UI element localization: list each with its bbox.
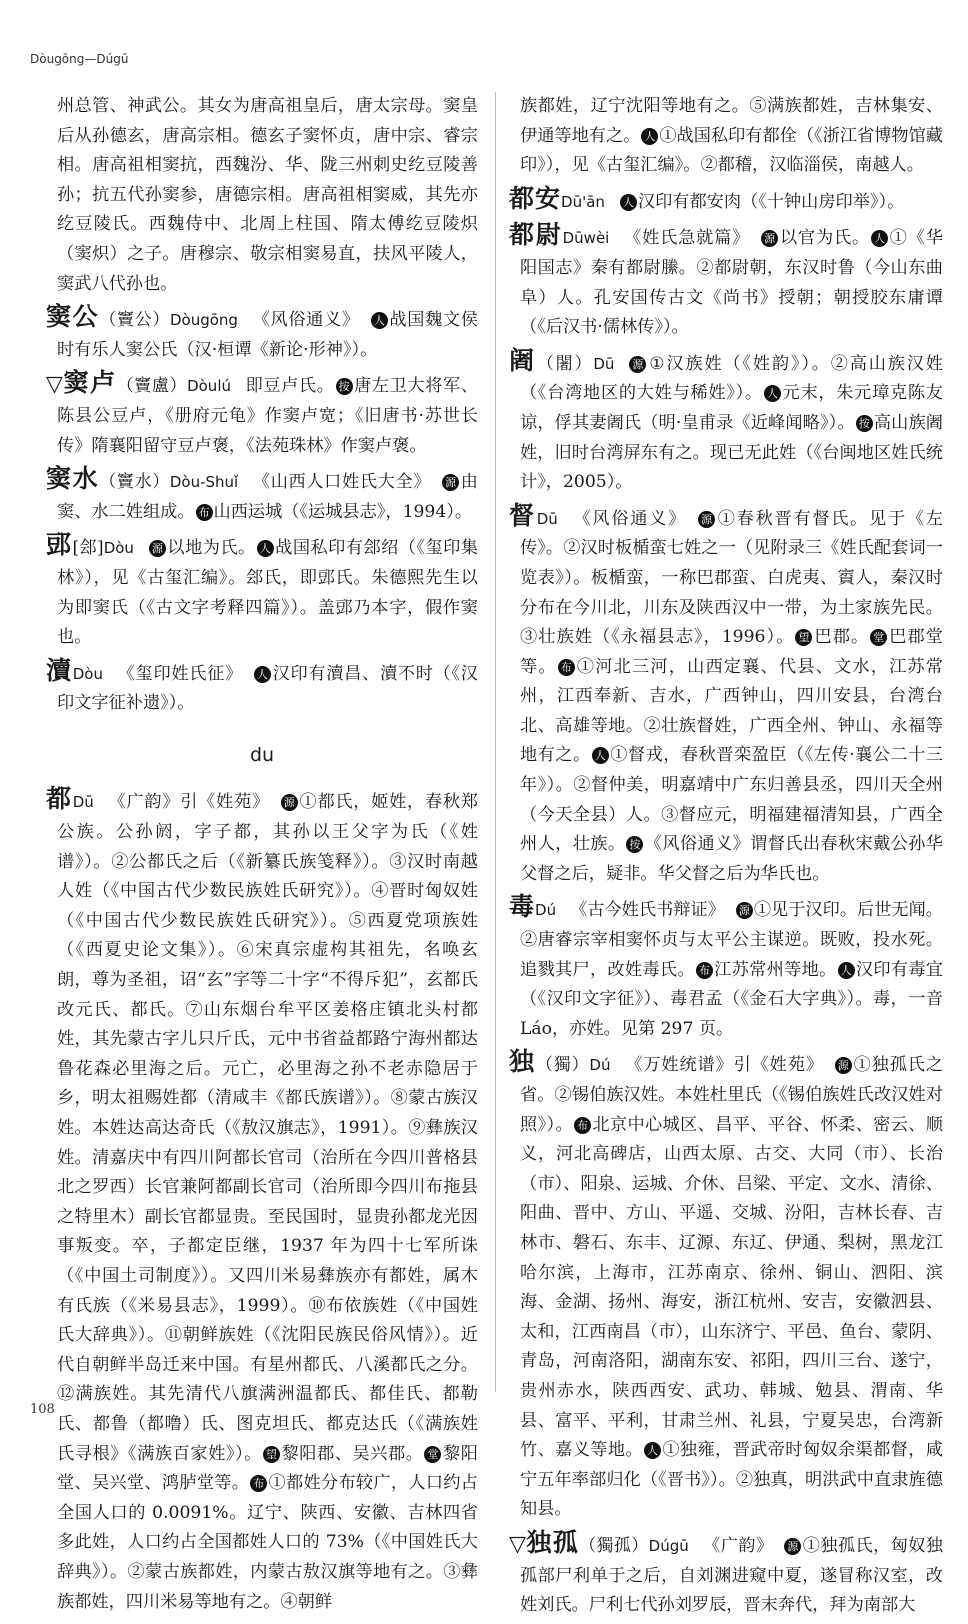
pinyin: Dú (535, 901, 557, 920)
entry-text: ①《华阳国志》秦有都尉縢。②都尉朝，东汉时鲁（今山东曲阜）人。孔安国传古文《尚书》授朝；朝授胶东庸谭（《后汉书·儒林传》）。 (520, 228, 943, 338)
person-mark-icon: 人 (838, 962, 855, 979)
dictionary-entry (509, 501, 943, 890)
pinyin: Dòu (72, 664, 103, 683)
section-heading: du (249, 743, 275, 766)
entry-headword: 窦水 (46, 464, 100, 494)
prefecture-mark-icon: 望 (263, 1446, 280, 1463)
entry-text: ①春秋晋有督氏。见于《左传》。②汉时板楯蛮七姓之一（见附录三《姓氏配套词一览表》）。板楯蛮，一称巴郡蛮、白虎夷、賨人，秦汉时分布在今川北，川东及陕西汉中一带，为土家族先民。③壮族姓（《永福县志》，1996）。 (520, 508, 943, 648)
origin-mark-icon: 源 (736, 902, 753, 919)
distribution-mark-icon: 布 (250, 1475, 267, 1492)
entry-text: 《风俗通义》谓督氏出春秋宋戴公孙华父督之后，疑非。华父督之后为华氏也。 (520, 834, 943, 884)
entry-text: ①独雍，晋武帝时匈奴余渠都督，咸宁五年率部归化（《晋书》）。②独真，明洪武中直隶旌德知县。 (520, 1440, 943, 1520)
entry-text: 即豆卢氏。 (245, 376, 335, 397)
origin-mark-icon: 源 (698, 511, 715, 528)
dictionary-entry (46, 784, 478, 1617)
pinyin: Dú (589, 1056, 611, 1075)
pinyin: Dòu (103, 539, 134, 558)
column-divider (495, 92, 496, 1392)
entry-text: 汉印有都安肉（《十钟山房印举》）。 (637, 191, 905, 212)
traditional-form: （竇盧） (116, 376, 188, 397)
left-column (46, 92, 478, 1620)
person-mark-icon: 人 (871, 230, 888, 247)
source-reference: 《玺印姓氏征》 (116, 663, 243, 684)
entry-text: ①战国私印有都佺（《浙江省博物馆藏印》），见《古玺汇编》。②都稽，汉临淄侯，南越人。 (520, 125, 943, 176)
triangle-icon: ▽ (509, 1531, 527, 1557)
entry-headword: 瀆 (46, 655, 73, 685)
source-reference: 《万姓统谱》引《姓苑》 (624, 1055, 824, 1076)
dictionary-entry (46, 368, 478, 461)
dictionary-entry (509, 220, 943, 342)
dictionary-entry (509, 892, 943, 1044)
origin-mark-icon: 源 (629, 356, 646, 373)
dictionary-entry (509, 184, 943, 218)
person-mark-icon: 人 (620, 194, 637, 211)
pinyin: Dòugōng (169, 311, 238, 330)
note-mark-icon: 按 (336, 378, 353, 395)
dictionary-entry (46, 530, 478, 652)
distribution-mark-icon: 布 (696, 962, 713, 979)
entry-text: 江苏常州等地。 (713, 959, 837, 980)
triangle-icon: ▽ (46, 372, 64, 398)
entry-text: 以官为氏。 (779, 228, 870, 249)
entry-text: 族都姓，辽宁沈阳等地有之。⑤满族都姓，吉林集安、伊通等地有之。 (520, 96, 943, 146)
source-reference: 《风俗通义》 (251, 310, 360, 331)
person-mark-icon: 人 (641, 128, 658, 145)
entry-text: 巴郡。 (813, 627, 870, 648)
entry-text: 巴郡堂等。 (520, 627, 943, 677)
dictionary-entry (46, 656, 478, 719)
origin-mark-icon: 源 (281, 794, 298, 811)
entry-headword: 督 (509, 500, 537, 530)
dictionary-entry (509, 1528, 943, 1621)
source-reference: 《古今姓氏书辩证》 (570, 900, 725, 921)
entry-text: 山西运城（《运城县志》，1994）。 (213, 501, 473, 522)
person-mark-icon: 人 (371, 312, 388, 329)
entry-headword: 窦卢 (63, 368, 117, 398)
entry-headword: 独孤 (526, 1527, 580, 1557)
origin-mark-icon: 源 (149, 540, 166, 557)
source-reference: 《姓氏急就篇》 (623, 228, 751, 249)
entry-headword: 毒 (509, 892, 536, 922)
entry-text: ①都姓分布较广，人口约占全国人口的 0.0091%。辽宁、陕西、安徽、吉林四省多此姓，人口约占全国都姓人口的 73%（《中国姓氏大辞典》）。②蒙古族都姓，内蒙古敖汉旗等地有之。③彝族都姓，四川米易等地有之。④朝鲜 (57, 1473, 478, 1612)
hall-mark-icon: 堂 (870, 629, 887, 646)
entry-text: 由窦、水二姓组成。 (57, 472, 478, 522)
dictionary-entry (46, 464, 478, 527)
entry-headword: 都 (46, 784, 73, 814)
hall-mark-icon: 堂 (424, 1446, 441, 1463)
dictionary-entry (46, 302, 478, 365)
source-reference: 《风俗通义》 (571, 508, 688, 529)
entry-text: 北京中心城区、昌平、平谷、怀柔、密云、顺义，河北高碑店，山西太原、古交、大同（市）、长治（市）、阳泉、运城、介休、吕梁、平定、文水、清徐、阳曲、晋中、方山、平遥、交城、汾阳，吉林长春、吉林市、磐石、东丰、辽源、东辽、伊通、梨树，黑龙江哈尔滨，上海市，江苏南京、徐州、铜山、泗阳、滨海、金湖、扬州、海安，浙江杭州、安吉，安徽泗县、太和，江西南昌（市），山东济宁、平邑、鱼台、蒙阴、青岛，河南洛阳，湖南东安、祁阳，四川三台、遂宁，贵州赤水，陕西西安、武功、韩城、勉县、渭南、华县、富平、平利，甘肃兰州、礼县，宁夏吴忠，台湾新竹、嘉义等地。 (520, 1114, 943, 1461)
pinyin: Dūwèi (562, 229, 610, 248)
traditional-form: （闍） (536, 353, 594, 374)
entry-headword: 郖 (46, 530, 73, 560)
right-column (509, 92, 943, 1624)
entry-text: 黎阳郡、吴兴郡。 (280, 1443, 424, 1464)
pinyin: Dúgū (648, 1536, 689, 1555)
entry-text: 以地为氏。 (166, 538, 256, 559)
entry-text: ①汉族姓（《姓韵》）。②高山族汉姓（《台湾地区的大姓与稀姓》）。 (520, 353, 943, 404)
traditional-form: （竇公） (99, 310, 170, 331)
entry-headword: 都尉 (509, 220, 563, 250)
prefecture-mark-icon: 望 (795, 629, 812, 646)
origin-mark-icon: 源 (835, 1057, 852, 1074)
pinyin: Dū'ān (561, 192, 605, 211)
distribution-mark-icon: 布 (558, 659, 575, 676)
note-mark-icon: 按 (626, 836, 643, 853)
entry-text: 汉印有瀆昌、瀆不时（《汉印文字征补遗》）。 (57, 663, 478, 714)
source-reference: 《山西人口姓氏大全》 (252, 472, 432, 493)
entry-headword: 窦公 (46, 302, 100, 332)
traditional-form: [郐] (72, 538, 104, 559)
origin-mark-icon: 源 (442, 474, 459, 491)
distribution-mark-icon: 布 (574, 1117, 591, 1134)
running-head: Dòugōng—Dúgū (30, 52, 129, 66)
source-reference: 《广韵》引《姓苑》 (107, 792, 270, 813)
entry-text: ①都氏，姬姓，春秋郑公族。公孙阏，字子都，其孙以王父字为氏（《姓谱》）。②公都氏之后（《新纂氏族笺释》）。③汉时南越人姓（《中国古代少数民族姓氏研究》）。④晋时匈奴姓（《中国古代少数民族姓氏研究》）。⑤西夏党项族姓（《西夏史论文集》）。⑥宋真宗虚构其祖先，名唤玄朗，尊为圣祖，诏“玄”字等二十字“不得斥犯”，玄都氏改元氏、都氏。⑦山东烟台牟平区姜格庄镇北头村都姓，其先蒙古字儿只斤氏，元中书省益都路宁海州都达鲁花森必里海之后。元亡，必里海之孙不老赤隐居于乡，明太祖赐姓都（清咸丰《都氏族谱》）。⑧蒙古族汉姓。本姓达高达奇氏（《敖汉旗志》，1991）。⑨彝族汉姓。清嘉庆中有四川阿都长官司（治所在今四川普格县北之罗西）长官兼阿都副长官司（治所即今四川布拖县之特里木）副长官都显贵。至民国时，显贵孙都龙光因事叛变。卒，子都定臣继，1937 年为四十七军所诛（《中国土司制度》）。又四川米易彝族亦有都姓，属木有氏族（《米易县志》，1999）。⑩布依族姓（《中国姓氏大辞典》）。⑪朝鲜族姓（《沈阳民族民俗风情》）。近代自朝鲜半岛迁来中国。有星州都氏、八溪都氏之分。⑫满族姓。其先清代八旗满洲温都氏、都佳氏、都勒氏、都鲁（都噜）氏、图克坦氏、都克达氏（《满族姓氏寻根》《满族百家姓》）。 (57, 792, 478, 1464)
note-mark-icon: 按 (856, 415, 873, 432)
distribution-mark-icon: 布 (196, 504, 213, 521)
entry-text: ①督戎，春秋晋栾盈臣（《左传·襄公二十三年》）。②督仲美，明嘉靖中广东归善县丞，四川天全州（今天全县）人。③督应元，明福建福清知县，广西全州人，壮族。 (520, 745, 943, 855)
source-reference: 《广韵》 (702, 1535, 774, 1556)
traditional-form: （竇水） (99, 472, 170, 493)
traditional-form: （獨孤） (579, 1535, 649, 1556)
entry-text: ①见于汉印。后世无闻。②唐睿宗宰相窦怀贞与太平公主谋逆。既败，投水死。追戮其尸，改姓毒氏。 (520, 900, 943, 980)
entry-text: 战国魏文侯时有乐人窦公氏（汉·桓谭《新论·形神》）。 (57, 310, 478, 360)
entry-text: 州总管、神武公。其女为唐高祖皇后，唐太宗母。窦皇后从孙德玄，唐高宗相。德玄子窦怀贞，唐中宗、睿宗相。唐高祖相窦抗，西魏汾、华、陇三州刺史纥豆陵善孙；抗五代孙窦参，唐德宗相。唐高祖相窦威，其先亦纥豆陵氏。西魏侍中、北周上柱国、隋太傅纥豆陵炽（窦炽）之子。唐穆宗、敬宗相窦易直，扶风平陵人，窦武八代孙也。 (57, 96, 478, 294)
origin-mark-icon: 源 (784, 1538, 801, 1555)
person-mark-icon: 人 (254, 666, 271, 683)
pinyin: Dòu-Shuǐ (169, 473, 239, 492)
pinyin: Dòulú (187, 377, 231, 396)
person-mark-icon: 人 (592, 747, 609, 764)
entry-text: 汉印有毒宜（《汉印文字征》）、毒君孟（《金石大字典》）。毒，一音 Láo，亦姓。见第 297 页。 (520, 959, 943, 1039)
entry-text: ①独孤氏之省。②锡伯族汉姓。本姓杜里氏（《锡伯族姓氏改汉姓对照》）。 (520, 1055, 943, 1135)
pinyin: Dū (593, 354, 615, 373)
dictionary-entry (509, 1047, 943, 1525)
dictionary-entry (509, 346, 943, 498)
entry-continuation (509, 92, 943, 181)
person-mark-icon: 人 (257, 540, 274, 557)
entry-continuation (46, 92, 478, 299)
entry-headword: 都安 (509, 183, 562, 213)
pinyin: Dū (536, 509, 558, 528)
entry-text: ①独孤氏，匈奴独孤部尸利单于之后，自刘渊进窥中夏，遂冒称汉室，改姓刘氏。尸利七代孙刘罗辰，晋末奔代，拜为南部大 (520, 1535, 943, 1616)
origin-mark-icon: 源 (761, 230, 778, 247)
entry-text: ①河北三河，山西定襄、代县、文水，江苏常州，江西奉新、吉水，广西钟山，四川安县，台湾台北、高雄等地。②壮族督姓，广西全州、钟山、永福等地有之。 (520, 656, 943, 766)
entry-headword: 独 (509, 1047, 536, 1077)
page-number: 108 (30, 1402, 55, 1417)
entry-text: 元末，朱元璋克陈友谅，俘其妻阇氏（明·皇甫录《近峰闻略》）。 (520, 383, 943, 433)
traditional-form: （獨） (535, 1055, 590, 1076)
entry-text: 高山族阇姓，旧时台湾屏东有之。现已无此姓（《台闽地区姓氏统计》，2005）。 (520, 412, 943, 493)
person-mark-icon: 人 (644, 1442, 661, 1459)
person-mark-icon: 人 (764, 385, 781, 402)
entry-text: 唐左卫大将军、陈县公豆卢，《册府元龟》作窦卢宽；《旧唐书·苏世长传》隋襄阳留守豆卢褒，《法苑珠林》作窦卢褒。 (57, 376, 478, 456)
entry-text: 战国私印有郐绍（《玺印集林》），见《古玺汇编》。郐氏，即郖氏。朱德熙先生以为即窦氏（《古文字考释四篇》）。盖郖乃本字，假作窦也。 (57, 538, 478, 648)
entry-text: 黎阳堂、吴兴堂、鸿胪堂等。 (57, 1443, 478, 1494)
entry-headword: 阇 (509, 345, 537, 375)
pinyin: Dū (72, 793, 94, 812)
